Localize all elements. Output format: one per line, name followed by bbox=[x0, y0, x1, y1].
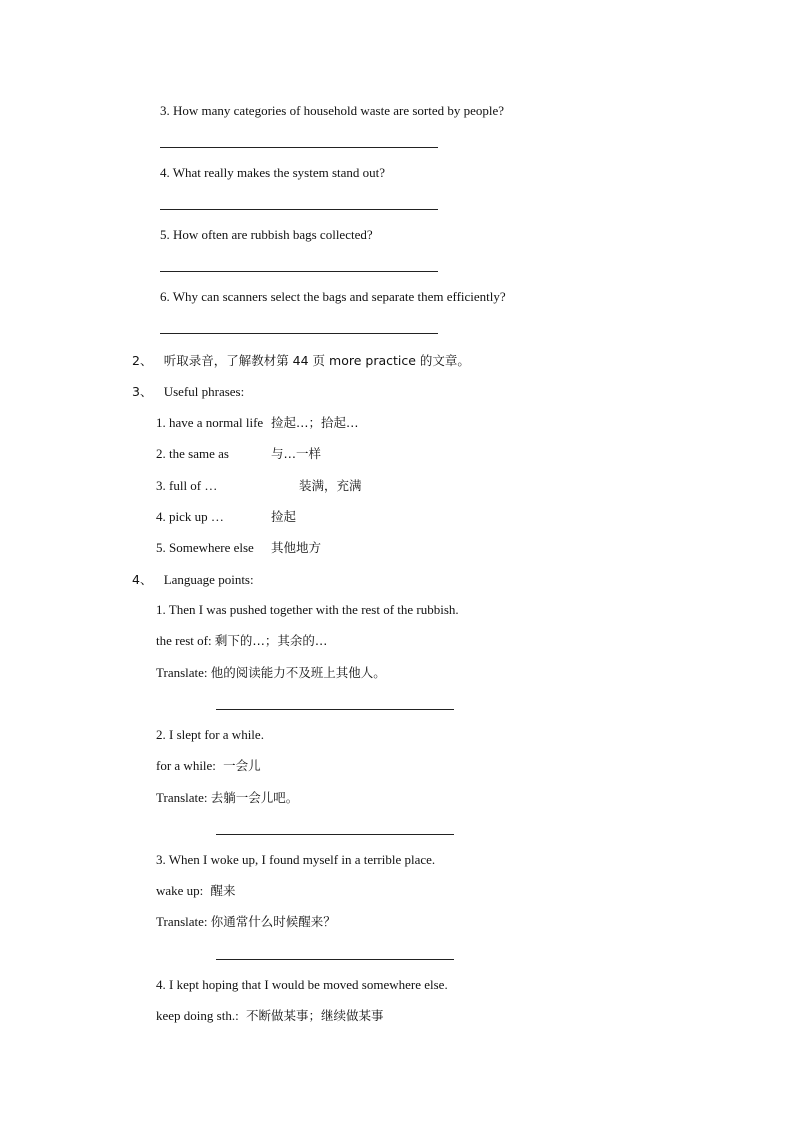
point-3-definition bbox=[156, 883, 236, 899]
phrase-2-zh: 与…一样 bbox=[271, 446, 322, 461]
point-3-translate bbox=[156, 914, 336, 930]
point-2-translate-label: Translate: bbox=[156, 790, 208, 805]
phrase-1-zh: 捡起…；拾起… bbox=[271, 415, 359, 430]
point-2-translate-text: 去躺一会儿吧。 bbox=[210, 790, 299, 805]
translate-line-2[interactable] bbox=[216, 834, 454, 835]
translate-line-1[interactable] bbox=[216, 709, 454, 710]
point-2-meaning: 一会儿 bbox=[223, 758, 261, 773]
point-3-translate-label: Translate: bbox=[156, 914, 208, 929]
phrase-4-zh: 捡起 bbox=[271, 509, 297, 524]
section-2-text: 听取录音，了解教材第 44 页 more practice 的文章。 bbox=[163, 353, 470, 368]
point-3-phrase: wake up: bbox=[156, 883, 204, 898]
question-5: 5. How often are rubbish bags collected? bbox=[160, 227, 373, 242]
phrase-1-en: 1. have a normal life bbox=[156, 415, 264, 430]
point-4-sentence: 4. I kept hoping that I would be moved somewhere else. bbox=[156, 977, 448, 992]
question-3: 3. How many categories of household waste are sorted by people? bbox=[160, 103, 505, 118]
point-1-meaning: 剩下的…；其余的… bbox=[214, 633, 328, 648]
point-3-meaning: 醒来 bbox=[210, 883, 236, 898]
point-1-translate-text: 他的阅读能力不及班上其他人。 bbox=[210, 665, 386, 680]
section-3-number: 3、 bbox=[132, 384, 153, 399]
section-2-number: 2、 bbox=[132, 353, 153, 368]
point-1-phrase: the rest of: bbox=[156, 633, 212, 648]
phrase-2-en: 2. the same as bbox=[156, 446, 229, 461]
point-1-translate bbox=[156, 665, 386, 681]
answer-line-3[interactable] bbox=[160, 147, 438, 148]
point-1-translate-label: Translate: bbox=[156, 665, 208, 680]
point-1-definition bbox=[156, 633, 327, 649]
point-2-definition bbox=[156, 758, 261, 774]
phrase-4-en: 4. pick up … bbox=[156, 509, 224, 524]
section-2 bbox=[132, 353, 470, 369]
phrase-5-en: 5. Somewhere else bbox=[156, 540, 254, 555]
section-4-number: 4、 bbox=[132, 572, 153, 587]
phrase-5-zh: 其他地方 bbox=[271, 540, 322, 555]
answer-line-5[interactable] bbox=[160, 271, 438, 272]
section-4-heading bbox=[132, 572, 254, 588]
point-4-phrase: keep doing sth.: bbox=[156, 1008, 239, 1023]
section-4-title: Language points: bbox=[163, 572, 254, 587]
answer-line-4[interactable] bbox=[160, 209, 438, 210]
point-4-meaning: 不断做某事；继续做某事 bbox=[245, 1008, 384, 1023]
answer-line-6[interactable] bbox=[160, 333, 438, 334]
section-3-title: Useful phrases: bbox=[163, 384, 245, 399]
translate-line-3[interactable] bbox=[216, 959, 454, 960]
section-3-heading bbox=[132, 384, 244, 400]
point-4-definition bbox=[156, 1008, 383, 1024]
point-2-sentence: 2. I slept for a while. bbox=[156, 727, 264, 742]
question-6: 6. Why can scanners select the bags and separate them efficiently? bbox=[160, 289, 506, 304]
point-3-translate-text: 你通常什么时候醒来？ bbox=[210, 914, 336, 929]
point-2-phrase: for a while: bbox=[156, 758, 216, 773]
phrase-3-en: 3. full of … bbox=[156, 478, 218, 493]
point-2-translate bbox=[156, 790, 298, 806]
point-1-sentence: 1. Then I was pushed together with the rest of the rubbish. bbox=[156, 602, 459, 617]
point-3-sentence: 3. When I woke up, I found myself in a terrible place. bbox=[156, 852, 436, 867]
question-4: 4. What really makes the system stand out? bbox=[160, 165, 386, 180]
phrase-3-zh: 装满，充满 bbox=[299, 478, 362, 493]
